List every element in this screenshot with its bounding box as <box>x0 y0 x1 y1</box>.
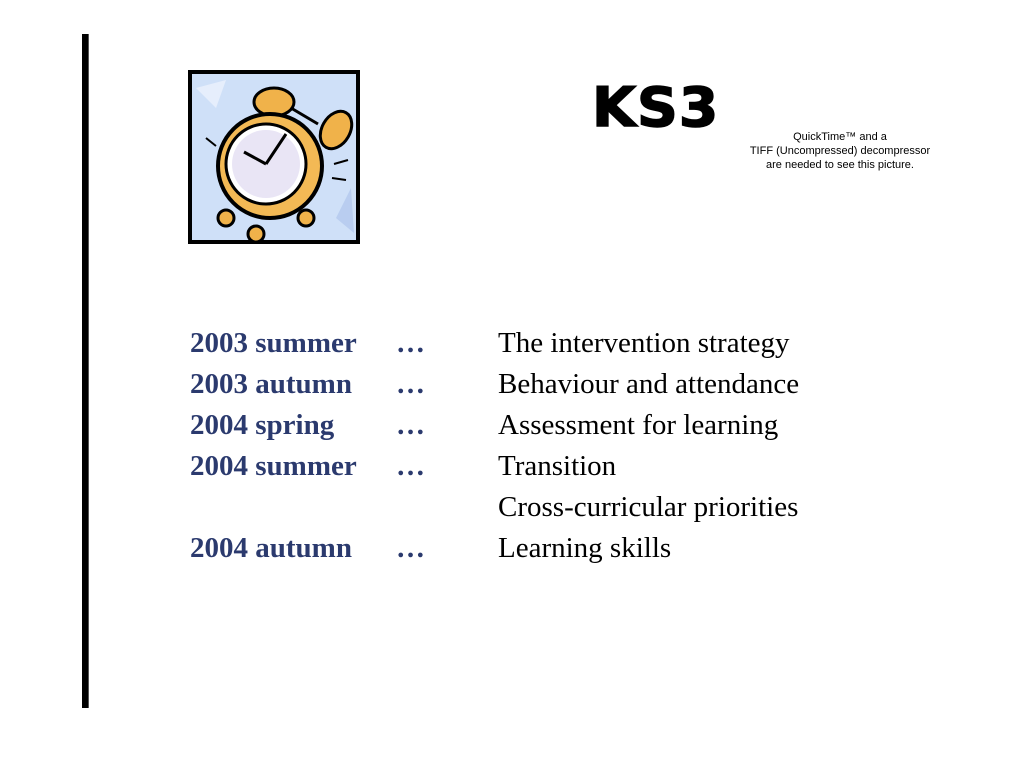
schedule-date <box>190 528 498 569</box>
schedule-list <box>190 323 799 569</box>
schedule-ellipsis: … <box>396 327 425 359</box>
schedule-date <box>190 446 498 487</box>
quicktime-placeholder-notice <box>730 130 950 172</box>
alarm-clock-icon <box>186 68 362 248</box>
schedule-date-label: 2004 spring <box>190 409 335 441</box>
schedule-ellipsis: … <box>396 409 425 441</box>
schedule-date <box>190 487 498 528</box>
schedule-date-label: 2004 summer <box>190 450 357 482</box>
schedule-row <box>190 364 799 405</box>
schedule-row <box>190 528 799 569</box>
schedule-topic: Transition <box>498 450 617 482</box>
schedule-date-label <box>190 487 396 528</box>
quicktime-notice-line: are needed to see this picture. <box>766 159 914 171</box>
schedule-date <box>190 364 498 405</box>
schedule-date-label: 2003 summer <box>190 327 357 359</box>
schedule-row <box>190 405 799 446</box>
schedule-date <box>190 323 498 364</box>
schedule-date-label: 2003 autumn <box>190 368 352 400</box>
schedule-topic: Learning skills <box>498 532 672 564</box>
schedule-ellipsis <box>396 487 498 528</box>
schedule-ellipsis: … <box>396 532 425 564</box>
schedule-topic: Cross-curricular priorities <box>498 491 799 523</box>
left-vertical-rule <box>82 34 89 708</box>
schedule-topic: Behaviour and attendance <box>498 368 800 400</box>
quicktime-notice-line: QuickTime™ and a <box>793 131 887 143</box>
schedule-row <box>190 446 799 487</box>
schedule-date-label: 2004 autumn <box>190 532 352 564</box>
quicktime-notice-line: TIFF (Uncompressed) decompressor <box>749 145 931 157</box>
schedule-row <box>190 487 799 528</box>
schedule-date <box>190 405 498 446</box>
schedule-ellipsis: … <box>396 450 425 482</box>
schedule-topic: The intervention strategy <box>498 327 790 359</box>
schedule-ellipsis: … <box>396 368 425 400</box>
slide-title: KS3 <box>592 76 720 139</box>
schedule-row <box>190 323 799 364</box>
schedule-topic: Assessment for learning <box>498 409 779 441</box>
